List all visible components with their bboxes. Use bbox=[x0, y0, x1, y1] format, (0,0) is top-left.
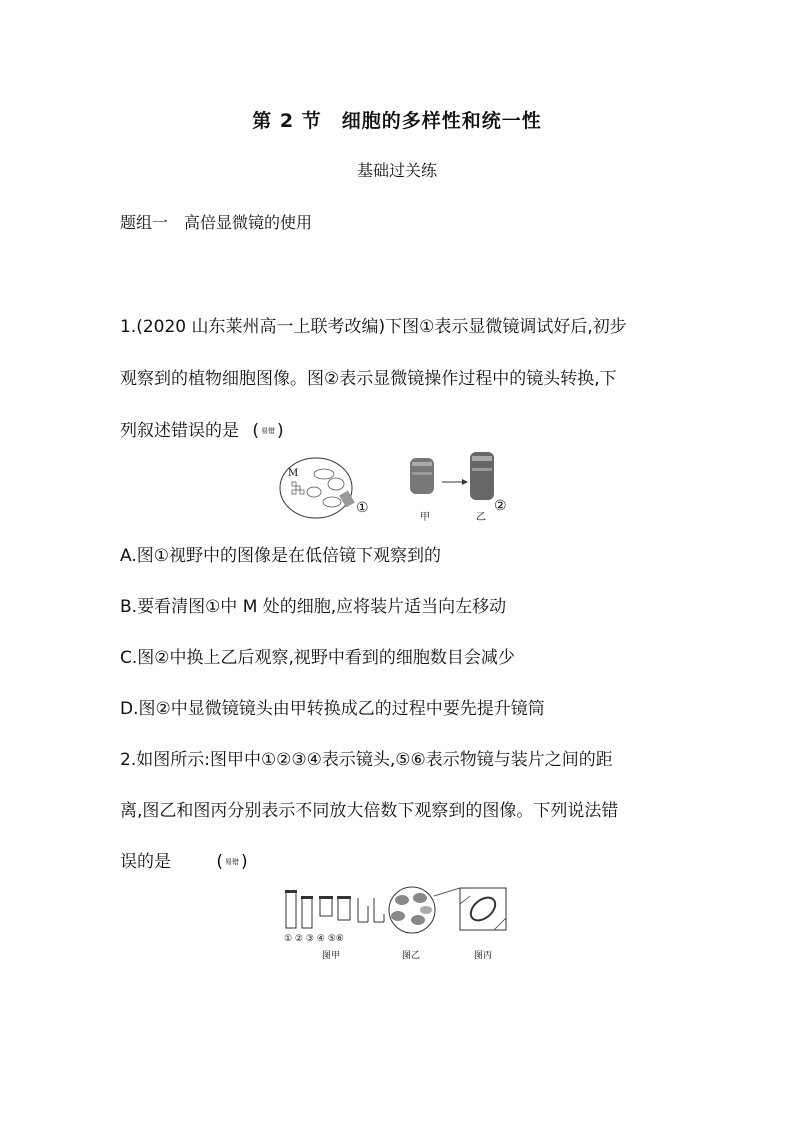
q1-option-d: D.图②中显微镜镜头由甲转换成乙的过程中要先提升镜筒 bbox=[120, 699, 545, 719]
q2-tag: 易错 bbox=[225, 858, 240, 866]
q2-line-3-text: 误的是 bbox=[120, 852, 171, 872]
q2-fig-nums: ① ② ③ ④ ⑤⑥ bbox=[284, 934, 344, 944]
page-title: 第 2 节 细胞的多样性和统一性 bbox=[252, 110, 542, 132]
group-heading: 题组一 高倍显微镜的使用 bbox=[120, 213, 313, 232]
q1-line-2: 观察到的植物细胞图像。图②表示显微镜操作过程中的镜头转换,下 bbox=[120, 369, 617, 389]
q1-option-b: B.要看清图①中 M 处的细胞,应将装片适当向左移动 bbox=[120, 597, 507, 617]
q2-figure bbox=[284, 884, 514, 962]
q1-bracket-close: ) bbox=[277, 421, 284, 441]
q1-fig-num-2: ② bbox=[494, 498, 507, 514]
q1-figure bbox=[276, 452, 516, 522]
q2-fig-cap-jia: 图甲 bbox=[322, 951, 341, 961]
q2-line-1: 2.如图所示:图甲中①②③④表示镜头,⑤⑥表示物镜与装片之间的距 bbox=[120, 750, 613, 770]
q1-line-3 bbox=[120, 416, 284, 441]
q1-line-3-text: 列叙述错误的是 bbox=[120, 421, 239, 441]
q1-bracket-open: ( bbox=[252, 421, 260, 441]
q1-line-1: 1.(2020 山东莱州高一上联考改编)下图①表示显微镜调试好后,初步 bbox=[120, 317, 627, 337]
q1-option-a: A.图①视野中的图像是在低倍镜下观察到的 bbox=[120, 546, 441, 566]
q2-fig-cap-yi: 图乙 bbox=[402, 951, 421, 961]
q2-fig-cap-bing: 图丙 bbox=[474, 951, 493, 961]
q1-fig-label-m: M bbox=[288, 468, 299, 479]
q2-bracket-open: ( bbox=[216, 852, 224, 872]
q2-line-2: 离,图乙和图丙分别表示不同放大倍数下观察到的图像。下列说法错 bbox=[120, 801, 619, 821]
q1-tag: 易错 bbox=[261, 427, 276, 435]
q1-fig-num-1: ① bbox=[356, 500, 369, 516]
q1-option-c: C.图②中换上乙后观察,视野中看到的细胞数目会减少 bbox=[120, 648, 515, 668]
q2-figure-drawing bbox=[284, 884, 514, 934]
q1-fig-label-jia: 甲 bbox=[420, 512, 430, 523]
q2-bracket-close: ) bbox=[241, 852, 248, 872]
q2-line-3 bbox=[120, 847, 248, 872]
q1-fig-label-yi: 乙 bbox=[476, 512, 486, 523]
section-subtitle: 基础过关练 bbox=[356, 161, 437, 180]
